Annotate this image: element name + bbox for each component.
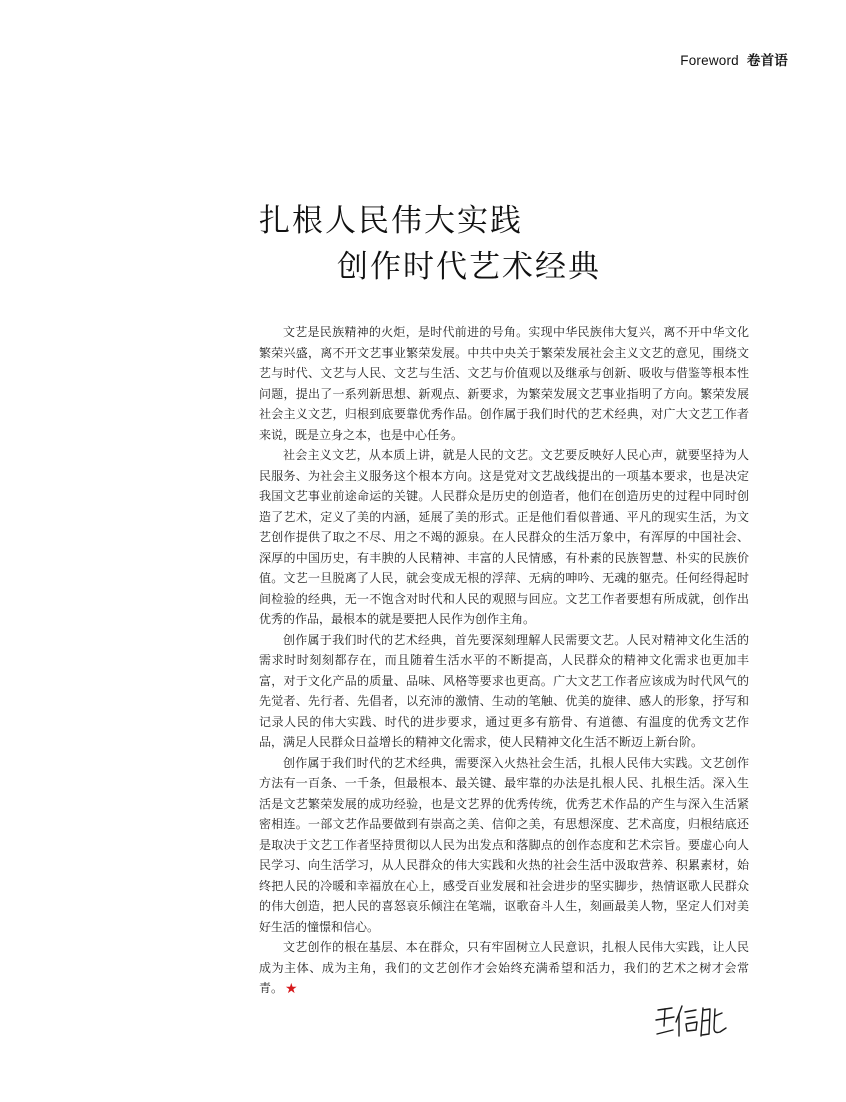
handwritten-signature — [652, 1000, 732, 1042]
header-chinese: 卷首语 — [746, 53, 788, 68]
running-header — [680, 49, 788, 69]
title-line-1: 扎根人民伟大实践 — [259, 203, 523, 239]
paragraph-1: 文艺是民族精神的火炬，是时代前进的号角。实现中华民族伟大复兴，离不开中华文化繁荣兴盛，离不开文艺事业繁荣发展。中共中央关于繁荣发展社会主义文艺的意见，围绕文艺与时代、文艺与人民、文艺与生活、文艺与价值观以及继承与创新、吸收与借鉴等根本性问题，提出了一系列新思想、新观点、新要求，为繁荣发展文艺事业指明了方向。繁荣发展社会主义文艺，归根到底要靠优秀作品。创作属于我们时代的艺术经典，对广大文艺工作者来说，既是立身之本，也是中心任务。 — [259, 325, 749, 442]
paragraph-5-text: 文艺创作的根在基层、本在群众，只有牢固树立人民意识，扎根人民伟大实践，让人民成为主体、成为主角，我们的文艺创作才会始终充满希望和活力，我们的艺术之树才会常青。 — [259, 940, 749, 995]
paragraph-3: 创作属于我们时代的艺术经典，首先要深刻理解人民需要文艺。人民对精神文化生活的需求时时刻刻都存在，而且随着生活水平的不断提高，人民群众的精神文化需求也更加丰富，对于文化产品的质量、品味、风格等要求也更高。广大文艺工作者应该成为时代风气的先觉者、先行者、先倡者，以充沛的激情、生动的笔触、优美的旋律、感人的形象，抒写和记录人民的伟大实践、时代的进步要求，通过更多有筋骨、有道德、有温度的优秀文艺作品，满足人民群众日益增长的精神文化需求，使人民精神文化生活不断迈上新台阶。 — [259, 632, 749, 749]
paragraph-4: 创作属于我们时代的艺术经典，需要深入火热社会生活，扎根人民伟大实践。文艺创作方法有一百条、一千条，但最根本、最关键、最牢靠的办法是扎根人民、扎根生活。深入生活是文艺繁荣发展的成功经验，也是文艺界的优秀传统，优秀艺术作品的产生与深入生活紧密相连。一部文艺作品要做到有崇高之美、信仰之美，有思想深度、艺术高度，归根结底还是取决于文艺工作者坚持贯彻以人民为出发点和落脚点的创作态度和艺术宗旨。要虚心向人民学习、向生活学习，从人民群众的伟大实践和火热的社会生活中汲取营养、积累素材，始终把人民的冷暖和幸福放在心上，感受百业发展和社会进步的坚实脚步，热情讴歌人民群众的伟大创造，把人民的喜怒哀乐倾注在笔端，讴歌奋斗人生，刻画最美人物，坚定人们对美好生活的憧憬和信心。 — [259, 755, 749, 934]
end-star-icon: ★ — [285, 981, 298, 997]
header-english: Foreword — [680, 53, 739, 68]
paragraph-2: 社会主义文艺，从本质上讲，就是人民的文艺。文艺要反映好人民心声，就要坚持为人民服务、为社会主义服务这个根本方向。这是党对文艺战线提出的一项基本要求，也是决定我国文艺事业前途命运的关键。人民群众是历史的创造者，他们在创造历史的过程中同时创造了艺术，定义了美的内涵，延展了美的形式。正是他们看似普通、平凡的现实生活，为文艺创作提供了取之不尽、用之不竭的源泉。在人民群众的生活万象中，有浑厚的中国社会、深厚的中国历史，有丰腴的人民精神、丰富的人民情感，有朴素的民族智慧、朴实的民族价值。文艺一旦脱离了人民，就会变成无根的浮萍、无病的呻吟、无魂的躯壳。任何经得起时间检验的经典，无一不饱含对时代和人民的观照与回应。文艺工作者要想有所成就，创作出优秀的作品，最根本的就是要把人民作为创作主角。 — [259, 448, 749, 626]
article-title — [259, 198, 679, 290]
article-body — [259, 322, 749, 999]
paragraph-5 — [259, 937, 749, 999]
title-line-2: 创作时代艺术经典 — [337, 249, 601, 285]
